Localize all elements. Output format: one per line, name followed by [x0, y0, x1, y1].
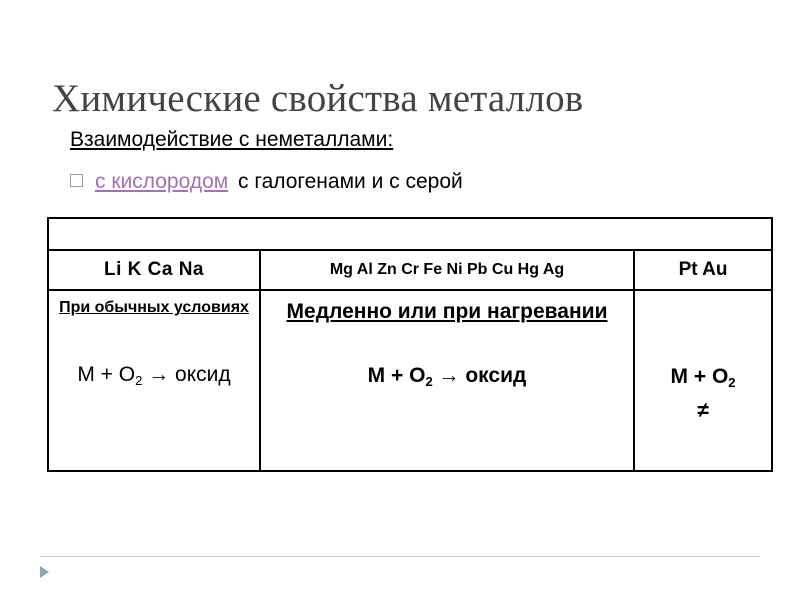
metals-group-3	[634, 250, 772, 290]
reaction-cell-1	[48, 290, 260, 471]
triangle-right-icon[interactable]	[40, 566, 49, 578]
condition-group-1: При обычных условиях	[59, 299, 249, 316]
metals-group-1-text: Li K Ca Na	[103, 259, 205, 280]
square-bullet-icon	[70, 174, 83, 187]
metals-group-1	[48, 250, 260, 290]
table-header-cell	[48, 218, 772, 250]
reaction-2-suffix: → оксид	[432, 364, 527, 387]
reaction-3-prefix: М + О	[670, 365, 729, 388]
reaction-3-symbol: ≠	[697, 399, 709, 422]
slide-subtitle: Взаимодействие с неметаллами:	[70, 128, 394, 151]
metals-group-2	[260, 250, 634, 290]
reaction-1-suffix: → оксид	[142, 363, 231, 386]
slide-title: Химические свойства металлов	[52, 77, 584, 120]
reaction-cell-3	[634, 290, 772, 471]
metals-group-2-text: Mg Al Zn Cr Fe Ni Pb Cu Hg Ag	[329, 261, 565, 278]
reaction-group-3	[635, 363, 771, 425]
table-row-reactions	[48, 290, 772, 471]
reaction-1-prefix: М + О	[77, 363, 136, 386]
footer-divider	[40, 556, 760, 557]
table-header-row	[48, 218, 772, 250]
reaction-2-prefix: М + О	[367, 364, 426, 387]
table-row-metals	[48, 250, 772, 290]
metals-group-3-text: Pt Au	[678, 259, 728, 280]
reaction-group-1	[49, 363, 259, 388]
oxygen-link[interactable]: с кислородом	[95, 170, 229, 193]
condition-group-2: Медленно или при нагревании	[286, 300, 608, 323]
bullet-line	[70, 170, 463, 194]
reaction-group-2	[261, 364, 633, 389]
reaction-3-subscript: 2	[728, 375, 736, 390]
reaction-cell-2	[260, 290, 634, 471]
reaction-1-subscript: 2	[135, 373, 143, 388]
bullet-rest-text: с галогенами и с серой	[238, 170, 463, 193]
metals-table	[47, 217, 773, 472]
reaction-2-subscript: 2	[425, 374, 433, 389]
